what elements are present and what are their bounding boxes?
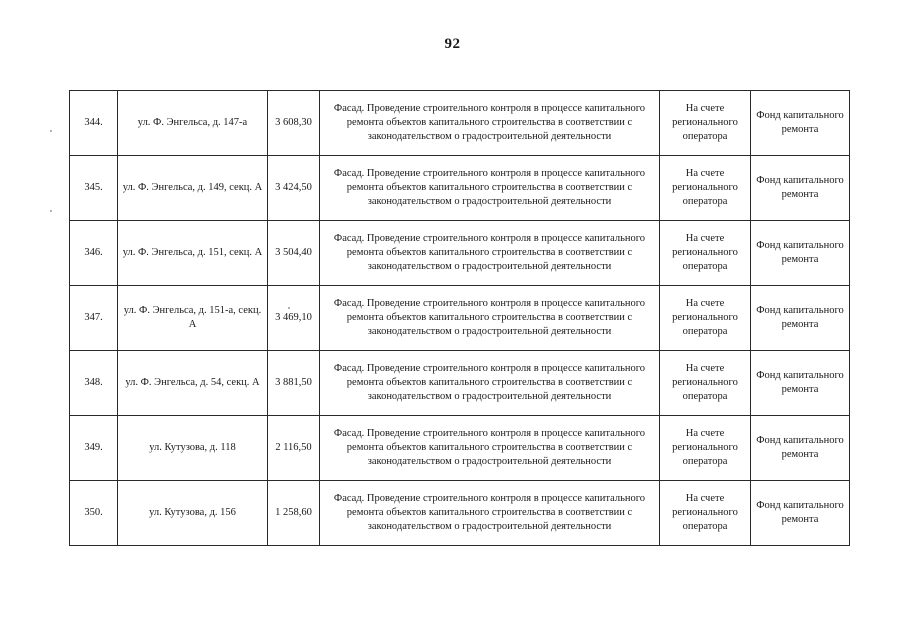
registry-table bbox=[69, 90, 850, 546]
work-description-cell: Фасад. Проведение строительного контроля в процессе капитального ремонта объектов капитального строительства в соответствии с законодательством о градостроительной деятельности bbox=[320, 481, 660, 546]
account-cell: На счете регионального оператора bbox=[660, 351, 751, 416]
fund-cell: Фонд капитального ремонта bbox=[751, 481, 850, 546]
fund-cell: Фонд капитального ремонта bbox=[751, 156, 850, 221]
fund-cell: Фонд капитального ремонта bbox=[751, 351, 850, 416]
table-row bbox=[70, 156, 850, 221]
table-row bbox=[70, 416, 850, 481]
address-cell: ул. Ф. Энгельса, д. 54, секц. А bbox=[118, 351, 268, 416]
scan-speck bbox=[50, 130, 52, 132]
area-cell: 1 258,60 bbox=[268, 481, 320, 546]
table-row bbox=[70, 286, 850, 351]
address-cell: ул. Кутузова, д. 156 bbox=[118, 481, 268, 546]
account-cell: На счете регионального оператора bbox=[660, 91, 751, 156]
work-description-cell: Фасад. Проведение строительного контроля в процессе капитального ремонта объектов капитального строительства в соответствии с законодательством о градостроительной деятельности bbox=[320, 91, 660, 156]
work-description-cell: Фасад. Проведение строительного контроля в процессе капитального ремонта объектов капитального строительства в соответствии с законодательством о градостроительной деятельности bbox=[320, 221, 660, 286]
address-cell: ул. Ф. Энгельса, д. 147-а bbox=[118, 91, 268, 156]
row-number: 349. bbox=[70, 416, 118, 481]
account-cell: На счете регионального оператора bbox=[660, 416, 751, 481]
account-cell: На счете регионального оператора bbox=[660, 156, 751, 221]
row-number: 348. bbox=[70, 351, 118, 416]
row-number: 347. bbox=[70, 286, 118, 351]
area-cell: 3 469,10 bbox=[268, 286, 320, 351]
address-cell: ул. Ф. Энгельса, д. 151, секц. А bbox=[118, 221, 268, 286]
table-row bbox=[70, 91, 850, 156]
row-number: 346. bbox=[70, 221, 118, 286]
account-cell: На счете регионального оператора bbox=[660, 221, 751, 286]
work-description-cell: Фасад. Проведение строительного контроля в процессе капитального ремонта объектов капитального строительства в соответствии с законодательством о градостроительной деятельности bbox=[320, 286, 660, 351]
area-cell: 3 608,30 bbox=[268, 91, 320, 156]
row-number: 344. bbox=[70, 91, 118, 156]
area-cell: 3 881,50 bbox=[268, 351, 320, 416]
work-description-cell: Фасад. Проведение строительного контроля в процессе капитального ремонта объектов капитального строительства в соответствии с законодательством о градостроительной деятельности bbox=[320, 156, 660, 221]
area-cell: 3 504,40 bbox=[268, 221, 320, 286]
table-row bbox=[70, 481, 850, 546]
area-cell: 3 424,50 bbox=[268, 156, 320, 221]
row-number: 345. bbox=[70, 156, 118, 221]
table-row bbox=[70, 221, 850, 286]
fund-cell: Фонд капитального ремонта bbox=[751, 221, 850, 286]
address-cell: ул. Ф. Энгельса, д. 151-а, секц. А bbox=[118, 286, 268, 351]
work-description-cell: Фасад. Проведение строительного контроля в процессе капитального ремонта объектов капитального строительства в соответствии с законодательством о градостроительной деятельности bbox=[320, 351, 660, 416]
account-cell: На счете регионального оператора bbox=[660, 481, 751, 546]
work-description-cell: Фасад. Проведение строительного контроля в процессе капитального ремонта объектов капитального строительства в соответствии с законодательством о градостроительной деятельности bbox=[320, 416, 660, 481]
address-cell: ул. Кутузова, д. 118 bbox=[118, 416, 268, 481]
table-row bbox=[70, 351, 850, 416]
address-cell: ул. Ф. Энгельса, д. 149, секц. А bbox=[118, 156, 268, 221]
scan-speck bbox=[50, 210, 52, 212]
area-cell: 2 116,50 bbox=[268, 416, 320, 481]
fund-cell: Фонд капитального ремонта bbox=[751, 416, 850, 481]
page-number: 92 bbox=[444, 36, 461, 52]
account-cell: На счете регионального оператора bbox=[660, 286, 751, 351]
fund-cell: Фонд капитального ремонта bbox=[751, 91, 850, 156]
row-number: 350. bbox=[70, 481, 118, 546]
fund-cell: Фонд капитального ремонта bbox=[751, 286, 850, 351]
